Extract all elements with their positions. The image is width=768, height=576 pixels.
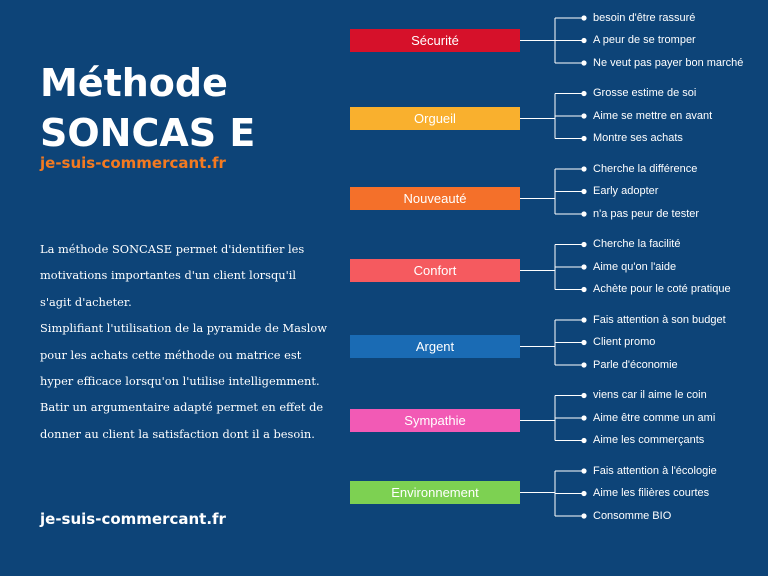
bullet-dot [581,136,586,141]
website-link-bottom[interactable]: je-suis-commercant.fr [40,510,226,528]
category-item: Grosse estime de soi [593,87,697,99]
category-item: Cherche la facilité [593,238,681,250]
bullet-dot [581,415,586,420]
bullet-dot [581,242,586,247]
bullet-dot [581,317,586,322]
category-box-4: Argent [350,335,520,358]
category-box-2: Nouveauté [350,187,520,210]
bullet-dot [581,60,586,65]
bullet-dot [581,91,586,96]
category-item: Aime se mettre en avant [593,109,713,122]
bullet-dot [581,38,586,43]
category-item: Early adopter [593,185,659,197]
bullet-dot [581,166,586,171]
bullet-dot [581,513,586,518]
bullet-dot [581,287,586,292]
category-item: Client promo [593,336,656,348]
description-paragraph-1: La méthode SONCASE permet d'identifier les motivations importantes d'un client lorsqu'il s'agit d'acheter. [40,242,305,309]
category-item: Aime les filières courtes [593,487,710,499]
bullet-dot [581,362,586,367]
bullet-dot [581,264,586,269]
bullet-dot [581,211,586,216]
website-link-top[interactable]: je-suis-commercant.fr [40,154,226,172]
category-item: Fais attention à son budget [593,313,726,326]
bullet-dot [581,15,586,20]
category-item: n'a pas peur de tester [593,207,700,220]
category-item: Parle d'économie [593,358,678,371]
category-box-3: Confort [350,259,520,282]
category-item: Consomme BIO [593,509,672,522]
category-item: Fais attention à l'écologie [593,464,717,477]
category-box-5: Sympathie [350,409,520,432]
bullet-dot [581,340,586,345]
category-box-6: Environnement [350,481,520,504]
description-paragraph-2: Simplifiant l'utilisation de la pyramide de Maslow pour les achats cette méthode ou matrice est hyper efficace lorsqu'on l'utilise intelligemment. [40,321,328,389]
title-line-1: Méthode [40,61,228,105]
bullet-dot [581,393,586,398]
category-item: Achète pour le coté pratique [593,283,731,295]
bullet-dot [581,491,586,496]
category-item: besoin d'être rassuré [593,11,696,24]
category-item: Ne veut pas payer bon marché [593,56,744,69]
bullet-dot [581,113,586,118]
category-item: viens car il aime le coin [593,389,707,401]
title-line-2: SONCAS E [40,111,256,155]
category-item: Aime qu'on l'aide [593,260,677,273]
category-item: Aime être comme un ami [593,411,716,424]
bullet-dot [581,468,586,473]
description-paragraph-3: Batir un argumentaire adapté permet en effet de donner au client la satisfaction dont il a besoin. [40,400,324,441]
category-item: Cherche la différence [593,162,698,175]
bullet-dot [581,189,586,194]
category-box-1: Orgueil [350,107,520,130]
bullet-dot [581,438,586,443]
category-item: Aime les commerçants [593,434,705,446]
category-item: Montre ses achats [593,132,683,144]
category-box-0: Sécurité [350,29,520,52]
category-item: A peur de se tromper [593,34,696,46]
